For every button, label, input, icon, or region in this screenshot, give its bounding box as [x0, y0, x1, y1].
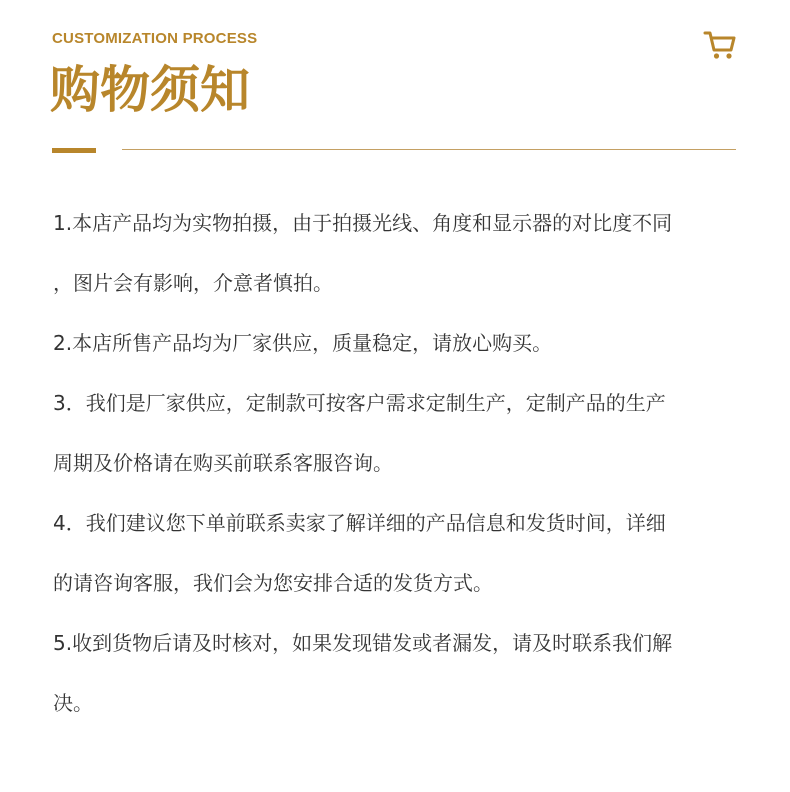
- page-title: 购物须知: [50, 61, 250, 119]
- accent-bar: [52, 148, 96, 153]
- notice-line-1: 1.本店产品均为实物拍摄，由于拍摄光线、角度和显示器的对比度不同: [53, 211, 673, 235]
- notice-line-7: 的请咨询客服，我们会为您安排合适的发货方式。: [53, 571, 493, 595]
- notice-line-5: 周期及价格请在购买前联系客服咨询。: [53, 451, 393, 475]
- notice-list: [53, 193, 743, 733]
- notice-line-4: 3．我们是厂家供应，定制款可按客户需求定制生产，定制产品的生产: [53, 391, 666, 415]
- divider-line: [122, 149, 736, 150]
- notice-line-3: 2.本店所售产品均为厂家供应，质量稳定，请放心购买。: [53, 331, 553, 355]
- section-subtitle: CUSTOMIZATION PROCESS: [52, 30, 258, 47]
- shopping-cart-icon: [703, 29, 737, 61]
- notice-line-8: 5.收到货物后请及时核对，如果发现错发或者漏发，请及时联系我们解: [53, 631, 673, 655]
- notice-line-9: 决。: [53, 691, 93, 715]
- notice-line-6: 4．我们建议您下单前联系卖家了解详细的产品信息和发货时间，详细: [53, 511, 666, 535]
- notice-line-2: ，图片会有影响，介意者慎拍。: [53, 271, 333, 295]
